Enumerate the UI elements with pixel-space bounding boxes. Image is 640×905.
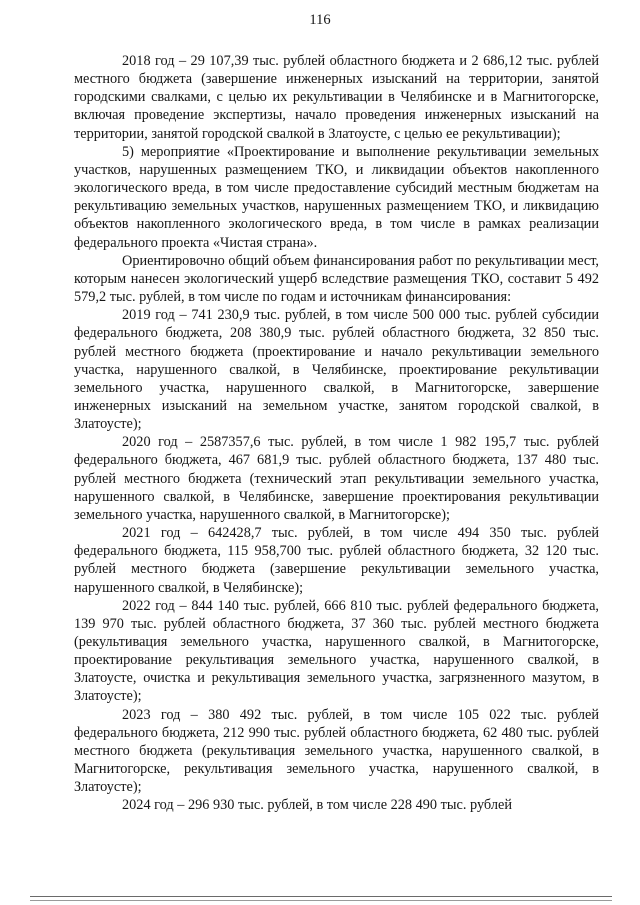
paragraph-2024: 2024 год – 296 930 тыс. рублей, в том числе 228 490 тыс. рублей (122, 797, 512, 814)
paragraph-2018: 2018 год – 29 107,39 тыс. рублей областного бюджета и 2 686,12 тыс. рублей местного бюджета (завершение инженерных изысканий на территории, занятой городскими свалками, с целью их рекультивации в Челябинске и в Магнитогорске, включая проведение экспертизы, начало проведения инженерных изысканий на территории, занятой городской свалкой в Златоусте, с целью ее рекультивации); (74, 53, 599, 142)
paragraph-2020: 2020 год – 2587357,6 тыс. рублей, в том числе 1 982 195,7 тыс. рублей федерального бюджета, 467 681,9 тыс. рублей областного бюджета, 137 480 тыс. рублей местного бюджета (технический этап рекультивации земельного участка, нарушенного свалкой, в Челябинске, завершение проектирования рекультивации земельного участка, нарушенного свалкой, в Магнитогорске); (74, 434, 599, 523)
paragraph-2019: 2019 год – 741 230,9 тыс. рублей, в том числе 500 000 тыс. рублей субсидии федерального бюджета, 208 380,9 тыс. рублей областного бюджета, 32 850 тыс. рублей местного бюджета (проектирование и начало рекультивации земельного участка, нарушенного свалкой, в Челябинске, проектирование рекультивации земельного участка, нарушенного свалкой, в Магнитогорске, завершение инженерных изысканий на земельном участке, занятом городской свалкой, в Златоусте); (74, 307, 599, 433)
paragraph-2021: 2021 год – 642428,7 тыс. рублей, в том числе 494 350 тыс. рублей федерального бюджета, 115 958,700 тыс. рублей областного бюджета, 32 120 тыс. рублей местного бюджета (завершение рекультивации земельного участка, нарушенного свалкой, в Челябинске); (74, 525, 599, 596)
paragraph-2023: 2023 год – 380 492 тыс. рублей, в том числе 105 022 тыс. рублей федерального бюджета, 212 990 тыс. рублей областного бюджета, 62 480 тыс. рублей местного бюджета (рекультивация земельного участка, нарушенного свалкой, в Магнитогорске, рекультивация земельного участка, нарушенного свалкой, в Златоусте); (74, 706, 599, 796)
page-number: 116 (309, 12, 331, 28)
bottom-border-line-secondary (30, 900, 612, 901)
bottom-border-line (30, 896, 612, 897)
paragraph-total-funding: Ориентировочно общий объем финансирования работ по рекультивации мест, которым нанесен экологический ущерб вследствие размещения ТКО, составит 5 492 579,2 тыс. рублей, в том числе по годам и источникам финансирования: (74, 252, 599, 306)
document-body (74, 52, 599, 815)
paragraph-2022: 2022 год – 844 140 тыс. рублей, 666 810 тыс. рублей федерального бюджета, 139 970 тыс. рублей областного бюджета, 37 360 тыс. рублей местного бюджета (рекультивация земельного участка, нарушенного свалкой, в Магнитогорске, проектирование рекультивация земельного участка, нарушенного свалкой, в Златоусте, очистка и рекультивация земельного участка, загрязненного мазутом, в Златоусте); (74, 597, 599, 705)
paragraph-measure-5: 5) мероприятие «Проектирование и выполнение рекультивации земельных участков, нарушенных размещением ТКО, и ликвидации объектов накопленного экологического вреда, в том числе предоставление субсидий местным бюджетам на рекультивацию земельных участков, нарушенных размещением ТКО, и ликвидацию объектов накопленного экологического вреда, в том числе в рамках реализации федерального проекта «Чистая страна». (74, 143, 599, 251)
